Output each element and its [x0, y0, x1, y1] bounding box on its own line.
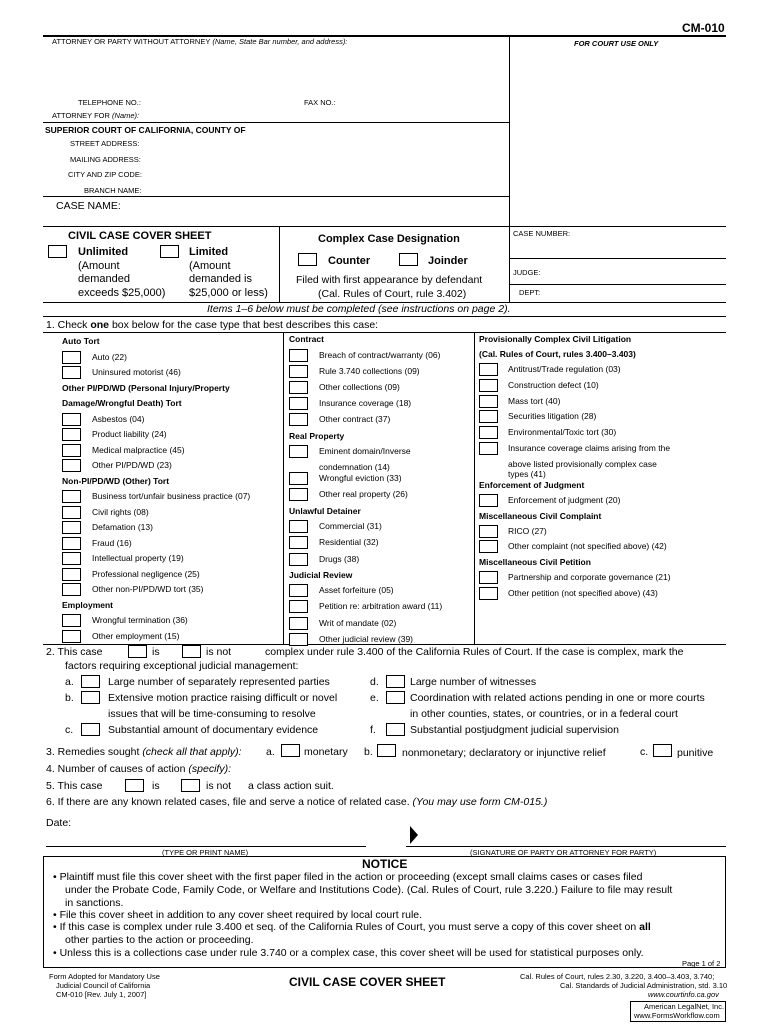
factor-a-text: Large number of separately represented parties — [108, 676, 330, 688]
case-type-label-uninsured-motorist-46: Uninsured motorist (46) — [92, 367, 181, 377]
case-type-checkbox-civil-rights-08[interactable] — [62, 506, 81, 519]
factor-e-text: Coordination with related actions pending in one or more courts — [410, 692, 705, 704]
case-type-label-insurance-coverage-claims-arising-from-t: Insurance coverage claims arising from the — [508, 443, 671, 453]
case-type-checkbox-fraud-16[interactable] — [62, 537, 81, 550]
factor-a-label: a. — [65, 676, 74, 688]
case-type-checkbox-other-complaint-not-specified-above-42[interactable] — [479, 540, 498, 553]
class-action-is-not-checkbox[interactable] — [181, 779, 200, 792]
case-type-checkbox-other-real-property-26[interactable] — [289, 488, 308, 501]
notice-title: NOTICE — [362, 857, 408, 871]
footer-right-3[interactable]: www.courtinfo.ca.gov — [648, 990, 719, 999]
case-category-provisionally-complex-civil-litigation: Provisionally Complex Civil Litigation — [479, 334, 632, 344]
fax-label: FAX NO.: — [304, 98, 336, 107]
limited-sub-3: $25,000 or less) — [189, 287, 268, 299]
case-category-non-pi-pd-wd-other-tort: Non-PI/PD/WD (Other) Tort — [62, 475, 170, 486]
case-type-checkbox-writ-of-mandate-02[interactable] — [289, 617, 308, 630]
remedy-punitive-label: punitive — [677, 747, 714, 759]
footer-left-3: CM-010 [Rev. July 1, 2007] — [56, 990, 147, 999]
case-category-other-pi-pd-wd-personal-injury-property: Other PI/PD/WD (Personal Injury/Property — [62, 382, 230, 393]
factor-b-label: b. — [65, 692, 74, 704]
case-type-checkbox-defamation-13[interactable] — [62, 521, 81, 534]
case-category-contract: Contract — [289, 334, 324, 344]
factor-e-label: e. — [370, 692, 379, 704]
case-type-label-mass-tort-40: Mass tort (40) — [508, 395, 561, 406]
factor-f-checkbox[interactable] — [386, 723, 405, 736]
case-type-checkbox-mass-tort-40[interactable] — [479, 395, 498, 408]
case-type-checkbox-other-judicial-review-39[interactable] — [289, 633, 308, 646]
judge-label: JUDGE: — [513, 268, 541, 277]
complex-is-label: is — [152, 646, 160, 658]
case-type-checkbox-breach-of-contract-warranty-06[interactable] — [289, 349, 308, 362]
unlimited-label: Unlimited — [78, 246, 129, 258]
section2-text-2: factors requiring exceptional judicial management: — [65, 660, 299, 672]
counter-checkbox[interactable] — [298, 253, 317, 266]
case-type-label-asset-forfeiture-05: Asset forfeiture (05) — [319, 585, 394, 596]
remedy-b-label: b. — [364, 746, 373, 758]
court-label: SUPERIOR COURT OF CALIFORNIA, COUNTY OF — [45, 125, 246, 135]
case-type-label-eminent-domain-inverse: Eminent domain/Inverse — [319, 446, 411, 456]
joinder-checkbox[interactable] — [399, 253, 418, 266]
factor-b-checkbox[interactable] — [81, 691, 100, 704]
case-type-label-enforcement-of-judgment-20: Enforcement of judgment (20) — [508, 494, 621, 505]
limited-label: Limited — [189, 246, 229, 258]
case-type-label-other-collections-09: Other collections (09) — [319, 381, 400, 392]
notice-bullet-3b: other parties to the action or proceeding. — [65, 934, 254, 946]
case-type-checkbox-product-liability-24[interactable] — [62, 428, 81, 441]
type-name-label: (TYPE OR PRINT NAME) — [162, 848, 249, 857]
case-type-label-other-real-property-26: Other real property (26) — [319, 489, 408, 500]
case-category-judicial-review: Judicial Review — [289, 569, 353, 580]
case-type-label-intellectual-property-19: Intellectual property (19) — [92, 553, 184, 563]
notice-bullet-1c: in sanctions. — [65, 897, 124, 909]
case-type-label-wrongful-eviction-33: Wrongful eviction (33) — [319, 473, 402, 484]
case-category-unlawful-detainer: Unlawful Detainer — [289, 505, 361, 516]
notice-bullet-2: • File this cover sheet in addition to any cover sheet required by local court rule. — [53, 909, 423, 921]
case-type-checkbox-other-contract-37[interactable] — [289, 413, 308, 426]
notice-bullet-4: • Unless this is a collections case under rule 3.740 or a complex case, this cover sheet will be used for statistical purposes only. — [53, 947, 644, 959]
case-type-checkbox-wrongful-eviction-33[interactable] — [289, 472, 308, 485]
case-type-label-civil-rights-08: Civil rights (08) — [92, 506, 149, 517]
case-type-checkbox-medical-malpractice-45[interactable] — [62, 444, 81, 457]
brand-name: American LegalNet, Inc. — [644, 1002, 725, 1011]
case-category-miscellaneous-civil-petition: Miscellaneous Civil Petition — [479, 557, 591, 568]
factor-d-checkbox[interactable] — [386, 675, 405, 688]
case-type-label-breach-of-contract-warranty-06: Breach of contract/warranty (06) — [319, 349, 441, 360]
case-type-label-residential-32: Residential (32) — [319, 537, 379, 548]
factor-e-checkbox[interactable] — [386, 691, 405, 704]
section6-label: 6. If there are any known related cases, file and serve a notice of related case. (You may use form CM-015.) — [46, 796, 548, 808]
case-type-checkbox-other-employment-15[interactable] — [62, 630, 81, 643]
form-id: CM-010 — [682, 21, 725, 35]
signature-label: (SIGNATURE OF PARTY OR ATTORNEY FOR PARTY) — [470, 848, 657, 857]
class-action-is-checkbox[interactable] — [125, 779, 144, 792]
case-type-label-above-listed-provisionally-complex-case: above listed provisionally complex case — [508, 458, 657, 469]
city-label: CITY AND ZIP CODE: — [68, 170, 142, 179]
case-type-label-antitrust-trade-regulation-03: Antitrust/Trade regulation (03) — [508, 364, 621, 374]
complex-title: Complex Case Designation — [318, 233, 460, 245]
case-type-checkbox-other-petition-not-specified-above-43[interactable] — [479, 587, 498, 600]
unlimited-sub-2: demanded — [78, 273, 130, 285]
joinder-label: Joinder — [428, 255, 468, 267]
complex-is-checkbox[interactable] — [128, 645, 147, 658]
case-category-damage-wrongful-death-tort: Damage/Wrongful Death) Tort — [62, 398, 182, 408]
factor-d-label: d. — [370, 676, 379, 688]
notice-bullet-3a: • If this case is complex under rule 3.400 et seq. of the California Rules of Court, you must serve a copy of this cover sheet on all — [53, 921, 651, 933]
case-type-label-product-liability-24: Product liability (24) — [92, 429, 167, 439]
mailing-label: MAILING ADDRESS: — [70, 155, 141, 164]
factor-c-checkbox[interactable] — [81, 723, 100, 736]
case-type-label-other-judicial-review-39: Other judicial review (39) — [319, 633, 414, 644]
case-type-checkbox-partnership-and-corporate-governance-21[interactable] — [479, 571, 498, 584]
dept-label: DEPT: — [519, 288, 541, 297]
filed-note-1: Filed with first appearance by defendant — [296, 274, 483, 286]
date-label: Date: — [46, 817, 72, 829]
factor-b-text: Extensive motion practice raising difficult or novel — [108, 692, 338, 704]
case-type-label-environmental-toxic-tort-30: Environmental/Toxic tort (30) — [508, 427, 617, 438]
cover-title: CIVIL CASE COVER SHEET — [68, 230, 212, 242]
case-type-checkbox-construction-defect-10[interactable] — [479, 379, 498, 392]
case-type-checkbox-uninsured-motorist-46[interactable] — [62, 366, 81, 379]
case-type-label-other-contract-37: Other contract (37) — [319, 414, 391, 425]
case-type-label-other-complaint-not-specified-above-42: Other complaint (not specified above) (42) — [508, 541, 667, 552]
case-type-checkbox-residential-32[interactable] — [289, 536, 308, 549]
case-type-checkbox-insurance-coverage-claims-arising-from-t[interactable] — [479, 442, 498, 455]
case-type-label-rico-27: RICO (27) — [508, 525, 547, 536]
case-type-label-insurance-coverage-18: Insurance coverage (18) — [319, 398, 412, 409]
case-type-checkbox-rule-3-740-collections-09[interactable] — [289, 365, 308, 378]
factor-f-text: Substantial postjudgment judicial supervision — [410, 724, 619, 736]
footer-left-2: Judicial Council of California — [56, 981, 151, 990]
factor-a-checkbox[interactable] — [81, 675, 100, 688]
case-category-employment: Employment — [62, 599, 114, 610]
case-category-miscellaneous-civil-complaint: Miscellaneous Civil Complaint — [479, 510, 602, 521]
section2-label: 2. This case — [46, 646, 103, 658]
case-category-enforcement-of-judgment: Enforcement of Judgment — [479, 479, 585, 490]
case-type-checkbox-auto-22[interactable] — [62, 351, 81, 364]
remedy-monetary-checkbox[interactable] — [281, 744, 300, 757]
case-type-label-partnership-and-corporate-governance-21: Partnership and corporate governance (21) — [508, 572, 671, 583]
case-type-label-other-petition-not-specified-above-43: Other petition (not specified above) (43) — [508, 588, 658, 598]
signature-arrow-icon — [409, 826, 419, 844]
case-category-cal-rules-of-court-rules-3-400-3-403: (Cal. Rules of Court, rules 3.400–3.403) — [479, 349, 636, 359]
attorney-for-label: ATTORNEY FOR (Name): — [52, 111, 140, 120]
case-type-checkbox-petition-re-arbitration-award-11[interactable] — [289, 600, 308, 613]
factor-c-label: c. — [65, 724, 74, 736]
case-type-checkbox-other-pi-pd-wd-23[interactable] — [62, 459, 81, 472]
case-type-label-rule-3-740-collections-09: Rule 3.740 collections (09) — [319, 365, 420, 376]
court-use-label: FOR COURT USE ONLY — [574, 39, 659, 48]
case-category-auto-tort: Auto Tort — [62, 336, 100, 346]
footer-right-2: Cal. Standards of Judicial Administration, std. 3.10 — [560, 981, 728, 990]
case-type-label-fraud-16: Fraud (16) — [92, 537, 132, 548]
case-type-checkbox-business-tort-unfair-business-practice-0[interactable] — [62, 490, 81, 503]
page-number: Page 1 of 2 — [682, 959, 721, 968]
case-type-checkbox-environmental-toxic-tort-30[interactable] — [479, 426, 498, 439]
section2-text-1: complex under rule 3.400 of the California Rules of Court. If the case is complex, mark the — [265, 646, 684, 658]
remedy-punitive-checkbox[interactable] — [653, 744, 672, 757]
case-type-checkbox-rico-27[interactable] — [479, 525, 498, 538]
case-type-label-condemnation-14: condemnation (14) — [319, 462, 390, 473]
case-type-label-business-tort-unfair-business-practice-0: Business tort/unfair business practice (07) — [92, 491, 251, 501]
footer-right-1: Cal. Rules of Court, rules 2.30, 3.220, 3.400–3.403, 3.740; — [520, 972, 715, 981]
footer-left-1: Form Adopted for Mandatory Use — [49, 972, 160, 981]
remedy-a-label: a. — [266, 746, 275, 758]
case-type-label-drugs-38: Drugs (38) — [319, 553, 360, 564]
case-type-label-other-employment-15: Other employment (15) — [92, 630, 180, 641]
case-type-checkbox-other-collections-09[interactable] — [289, 381, 308, 394]
case-type-checkbox-asbestos-04[interactable] — [62, 413, 81, 426]
unlimited-sub-1: (Amount — [78, 260, 120, 272]
case-type-checkbox-asset-forfeiture-05[interactable] — [289, 584, 308, 597]
case-category-real-property: Real Property — [289, 430, 345, 441]
section1-question: 1. Check one box below for the case type that best describes this case: — [46, 319, 379, 331]
case-name-label: CASE NAME: — [56, 200, 121, 212]
case-type-label-types-41: types (41) — [508, 469, 546, 480]
brand-url[interactable]: www.FormsWorkflow.com — [634, 1011, 720, 1020]
case-number-label: CASE NUMBER: — [513, 229, 571, 238]
limited-checkbox[interactable] — [160, 245, 179, 258]
class-action-is-not-label: is not — [206, 780, 232, 792]
section3-label: 3. Remedies sought (check all that apply): — [46, 746, 242, 758]
attorney-label: ATTORNEY OR PARTY WITHOUT ATTORNEY (Name, State Bar number, and address): — [52, 37, 348, 46]
case-type-checkbox-enforcement-of-judgment-20[interactable] — [479, 494, 498, 507]
class-action-is-label: is — [152, 780, 160, 792]
remedy-c-label: c. — [640, 746, 649, 758]
case-type-label-wrongful-termination-36: Wrongful termination (36) — [92, 615, 188, 625]
complex-is-not-label: is not — [206, 646, 232, 658]
case-type-checkbox-insurance-coverage-18[interactable] — [289, 397, 308, 410]
factor-e-text-2: in other counties, states, or countries, or in a federal court — [410, 708, 678, 720]
case-type-checkbox-professional-negligence-25[interactable] — [62, 568, 81, 581]
case-type-checkbox-other-non-pi-pd-wd-tort-35[interactable] — [62, 583, 81, 596]
street-label: STREET ADDRESS: — [70, 139, 140, 148]
case-type-checkbox-commercial-31[interactable] — [289, 520, 308, 533]
factor-b-text-2: issues that will be time-consuming to resolve — [108, 708, 316, 720]
remedy-monetary-label: monetary — [304, 746, 348, 758]
case-type-checkbox-wrongful-termination-36[interactable] — [62, 614, 81, 627]
case-type-checkbox-antitrust-trade-regulation-03[interactable] — [479, 363, 498, 376]
case-type-checkbox-securities-litigation-28[interactable] — [479, 410, 498, 423]
case-type-label-other-non-pi-pd-wd-tort-35: Other non-PI/PD/WD tort (35) — [92, 584, 204, 594]
items-note: Items 1–6 below must be completed (see instructions on page 2). — [207, 303, 511, 315]
case-type-label-asbestos-04: Asbestos (04) — [92, 413, 145, 424]
case-type-label-medical-malpractice-45: Medical malpractice (45) — [92, 444, 185, 455]
remedy-nonmonetary-checkbox[interactable] — [377, 744, 396, 757]
unlimited-checkbox[interactable] — [48, 245, 67, 258]
case-type-label-construction-defect-10: Construction defect (10) — [508, 379, 599, 390]
case-type-label-defamation-13: Defamation (13) — [92, 522, 153, 532]
case-type-label-writ-of-mandate-02: Writ of mandate (02) — [319, 617, 397, 628]
case-type-checkbox-drugs-38[interactable] — [289, 553, 308, 566]
case-type-label-professional-negligence-25: Professional negligence (25) — [92, 568, 200, 579]
counter-label: Counter — [328, 255, 371, 267]
limited-sub-2: demanded is — [189, 273, 252, 285]
complex-is-not-checkbox[interactable] — [182, 645, 201, 658]
case-type-label-securities-litigation-28: Securities litigation (28) — [508, 411, 597, 422]
telephone-label: TELEPHONE NO.: — [78, 98, 141, 107]
case-type-label-commercial-31: Commercial (31) — [319, 521, 382, 532]
section5-label: 5. This case — [46, 780, 103, 792]
remedy-nonmonetary-label: nonmonetary; declaratory or injunctive relief — [402, 747, 606, 759]
factor-c-text: Substantial amount of documentary evidence — [108, 724, 319, 736]
case-type-label-other-pi-pd-wd-23: Other PI/PD/WD (23) — [92, 460, 172, 470]
limited-sub-1: (Amount — [189, 260, 231, 272]
section4-label: 4. Number of causes of action (specify): — [46, 763, 231, 775]
unlimited-sub-3: exceeds $25,000) — [78, 287, 166, 299]
notice-bullet-1b: under the Probate Code, Family Code, or Welfare and Institutions Code). (Cal. Rules of Court, rule 3.220.) Failure to file may result — [65, 884, 673, 896]
footer-title: CIVIL CASE COVER SHEET — [289, 975, 446, 989]
section5-suffix: a class action suit. — [248, 780, 334, 792]
case-type-label-auto-22: Auto (22) — [92, 351, 127, 362]
factor-f-label: f. — [370, 724, 376, 736]
case-type-checkbox-eminent-domain-inverse[interactable] — [289, 445, 308, 458]
factor-d-text: Large number of witnesses — [410, 676, 537, 688]
notice-bullet-1a: • Plaintiff must file this cover sheet with the first paper filed in the action or proceeding (except small claims cases or cases filed — [53, 871, 643, 883]
filed-note-2: (Cal. Rules of Court, rule 3.402) — [318, 288, 467, 300]
branch-label: BRANCH NAME: — [84, 186, 142, 195]
case-type-checkbox-intellectual-property-19[interactable] — [62, 552, 81, 565]
case-type-label-petition-re-arbitration-award-11: Petition re: arbitration award (11) — [319, 601, 443, 612]
